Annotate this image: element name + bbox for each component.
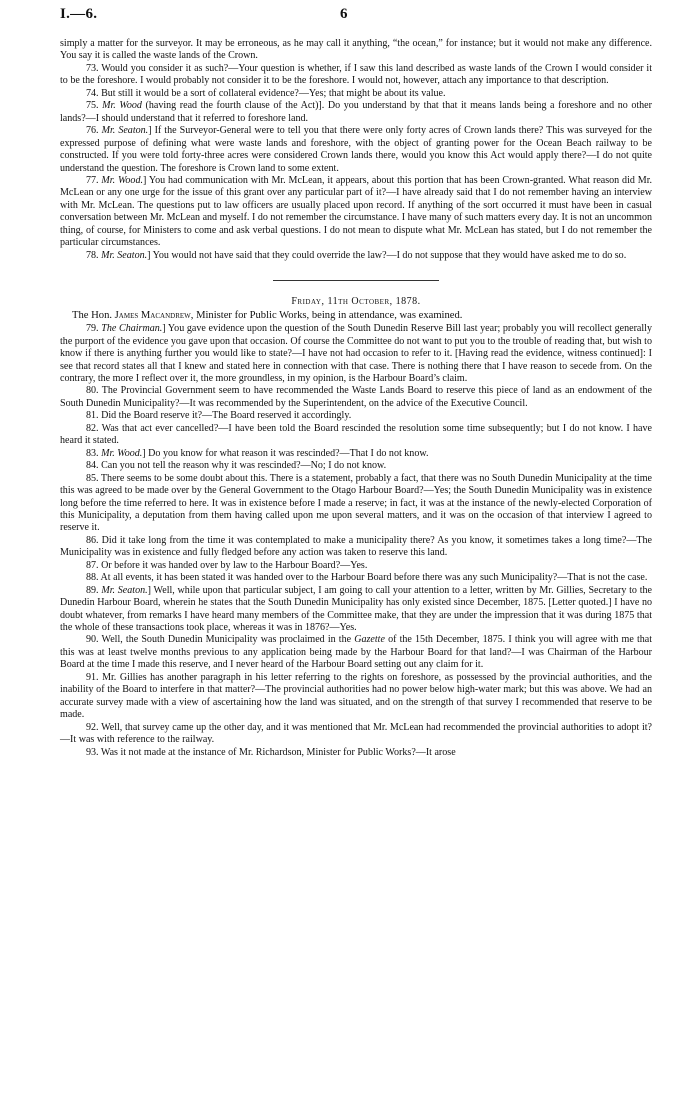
paragraph-87: 87. Or before it was handed over by law to the Harbour Board?—Yes.: [86, 559, 368, 571]
attendance-line: [60, 309, 652, 323]
paragraph-continuation: simply a matter for the surveyor. It may be erroneous, as he may call it anything, “the ocean,” for instance; but it would not make any difference. You say it is called the waste lands of the Crown.: [60, 38, 652, 62]
paragraph-82: 82. Was that act ever cancelled?—I have been told the Board rescinded the resolution some time subsequently; but I do not know. I have heard it stated.: [60, 422, 652, 447]
paragraph-89: 89. Mr. Seaton.] Well, while upon that particular subject, I am going to call your attention to a letter, written by Mr. Gillies, Secretary to the Dunedin Harbour Board, wherein he states that the South Dunedin Municipality has only existed since December, 1875. [Letter quoted.] I have no doubt whatever, from remarks I have heard many members of the Committee make, that they are under the impression that it was during 1875 that the whole of these transactions took place, whereas it was in 1876?—Yes.: [60, 584, 652, 634]
paragraph-93: 93. Was it not made at the instance of Mr. Richardson, Minister for Public Works?—It arose: [86, 746, 456, 758]
paragraph-79: 79. The Chairman.] You gave evidence upon the question of the South Dunedin Reserve Bill last year; probably you will recollect generally the purport of the evidence you gave upon that occasion. Of course the Committee do not want to put you to the trouble of reading that, but wish to know if there is anything further you would like to state?—I have not had occasion to refer to it. [Having read the evidence, witness continued]: I see that record states all that I knew and stated here in connection with that case. There is nothing there that I have reason to secede from. On the contrary, the more I reflect over it, the more groundless, in my opinion, is the Harbour Board’s claim.: [60, 323, 652, 384]
paragraph-92: 92. Well, that survey came up the other day, and it was mentioned that Mr. McLean had recommended the provincial authorities to adopt it?—It was with reference to the railway.: [60, 721, 652, 746]
paragraph-78: 78. Mr. Seaton.] You would not have said that they could override the law?—I do not suppose that they would have asked me to do so.: [86, 249, 627, 261]
paragraph-81: 81. Did the Board reserve it?—The Board reserved it accordingly.: [86, 410, 352, 422]
paragraph-83: 83. Mr. Wood.] Do you know for what reason it was rescinded?—That I do not know.: [86, 447, 429, 459]
paragraph-88: 88. At all events, it has been stated it was handed over to the Harbour Board before there was any such Municipality?—That is not the case.: [86, 572, 648, 584]
paragraph-76: 76. Mr. Seaton.] If the Surveyor-General were to tell you that there were only forty acres of Crown lands there? This was surveyed for the expressed purpose of defining what were waste lands and foreshore, with the object of granting power for the Ocean Beach railway to be constructed. If you were told forty-three acres were considered Crown lands there, would you know this Act would apply there?—I do not quite understand the question. The foreshore is Crown land to some extent.: [60, 125, 653, 174]
paragraph-75: 75. Mr. Wood (having read the fourth clause of the Act)]. Do you understand by that that it means lands being a foreshore and no other lands?—I should understand that it referred to foreshore land.: [60, 100, 652, 124]
attendance-suffix: , Minister for Public Works, being in attendance, was examined.: [190, 310, 463, 322]
paragraph-74: 74. But still it would be a sort of collateral evidence?—Yes; that might be about its value.: [86, 87, 446, 99]
paragraph-77: 77. Mr. Wood.] You had communication with Mr. McLean, it appears, about this portion that has been Crown-granted. What reason did Mr. McLean or any one urge for the issue of this grant over any particular part of it?—I have already said that I do not remember having an interview with Mr. McLean. The questions put to law officers are usually placed upon record. If anything of the sort occurred it must have been in casual conversation between Mr. McLean and myself. I do not remember the circumstance. I have many of such matters every day. It is not an uncommon thing, of course, for Ministers to come and ask verbal questions. I do not mean to dispute what Mr. McLean has stated, but I do not remember the particular circumstances.: [60, 174, 652, 249]
page-number: 6: [340, 6, 348, 22]
paragraph-85: 85. There seems to be some doubt about this. There is a statement, probably a fact, that there was no South Dunedin Municipality at the time this was agreed to be made over by the General Government to the Otago Harbour Board?—Yes; the South Dunedin Municipality was in existence long before the time referred to here. It was in existence before I made a reserve; in fact, it was at the instance of the newly-elected Corporation of this Municipality, a deputation from them having called upon me upon several matters, and it was on the occasion of that interview I agreed to reserve it.: [60, 472, 652, 534]
paragraph-73: 73. Would you consider it as such?—Your question is whether, if I saw this land described as waste lands of the Crown I would consider it to be the foreshore. I would probably not consider it to be the foreshore. I would not, however, attach any importance to that description.: [60, 62, 652, 87]
paragraph-86: 86. Did it take long from the time it was contemplated to make a municipality there? As you know, it sometimes takes a long time?—The Municipality was in existence and fully fledged before any action was taken to reserve this land.: [60, 534, 652, 559]
paragraph-84: 84. Can you not tell the reason why it was rescinded?—No; I do not know.: [86, 460, 387, 472]
paragraph-91: 91. Mr. Gillies has another paragraph in his letter referring to the rights on foreshore, as possessed by the provincial authorities, and the inability of the Board to interfere in that matter?—The provincial authorities had no power below high-water mark; but this was above. We had an accurate survey made with a view of ascertaining how the land was situated, and on the strength of that survey I recommended that reserve to be made.: [60, 671, 652, 721]
paragraph-80: 80. The Provincial Government seem to have recommended the Waste Lands Board to reserve this piece of land as an endowment of the South Dunedin Municipality?—It was recommended by the Superintendent, on the advice of the Executive Council.: [60, 385, 652, 409]
body-text: [60, 38, 652, 759]
paragraph-90: 90. Well, the South Dunedin Municipality was proclaimed in the Gazette of the 15th December, 1875. I think you will agree with me that this was at least twelve months previous to any application being made by the Harbour Board for that land?—I was Chairman of the Harbour Board at the time I made this reserve, and I never heard of the Harbour Board setting out any claim for it.: [60, 634, 653, 671]
session-date: Friday, 11th October, 1878.: [291, 296, 421, 308]
witness-name: James Macandrew: [114, 310, 191, 322]
attendance-prefix: The Hon.: [72, 310, 115, 322]
page-header: [60, 6, 652, 26]
page-reference: I.—6.: [60, 6, 98, 22]
